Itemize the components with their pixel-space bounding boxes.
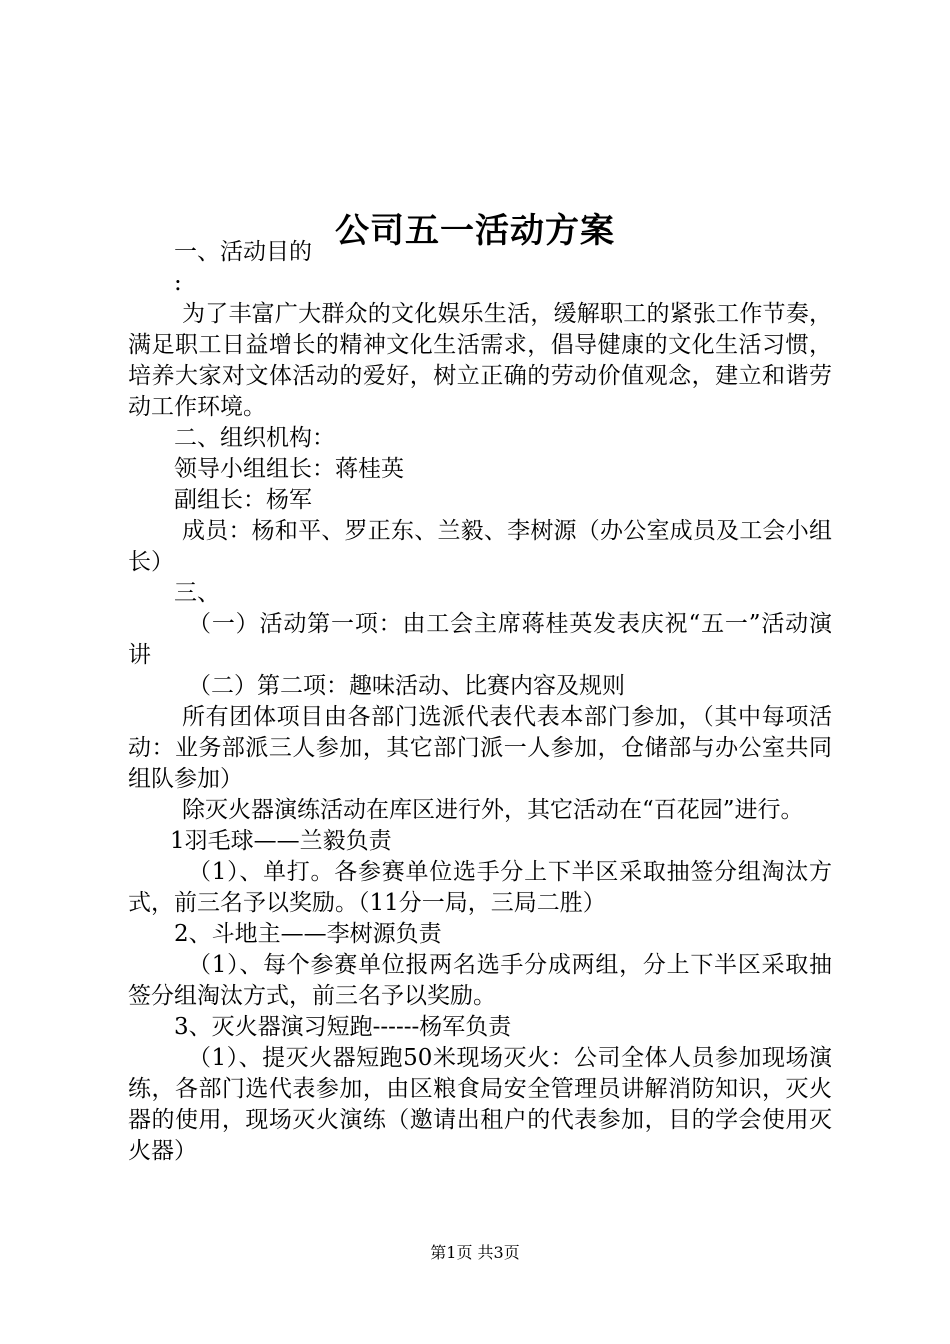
paragraph-leader: 领导小组组长：蒋桂英 — [174, 456, 404, 482]
paragraph-badminton-heading: 1羽毛球——兰毅负责 — [170, 828, 392, 854]
paragraph-venue: 除灭火器演练活动在库区进行外，其它活动在“百花园”进行。 — [182, 797, 804, 823]
section-heading-organization: 二、组织机构： — [174, 425, 335, 451]
paragraph-extinguisher-rules: （1）、提灭火器短跑50米现场灭火：公司全体人员参加现场演练，各部门选代表参加，由区粮食局安全管理员讲解消防知识，灭火器的使用，现场灭火演练（邀请出租户的代表参加，目的学会使用灭火器） — [128, 1045, 832, 1164]
document-body — [128, 237, 832, 1167]
paragraph-team-rules: 所有团体项目由各部门选派代表代表本部门参加，（其中每项活动：业务部派三人参加，其它部门派一人参加，仓储部与办公室共同组队参加） — [128, 704, 832, 792]
section-heading-purpose: 一、活动目的 — [174, 239, 312, 265]
page-footer: 第1页 共3页 — [430, 1243, 520, 1262]
paragraph-item-two: （二）第二项：趣味活动、比赛内容及规则 — [188, 673, 625, 699]
paragraph-badminton-rules: （1）、单打。各参赛单位选手分上下半区采取抽签分组淘汰方式，前三名予以奖励。（11分一局，三局二胜） — [128, 859, 832, 916]
paragraph-card-game-rules: （1）、每个参赛单位报两名选手分成两组，分上下半区采取抽签分组淘汰方式，前三名予以奖励。 — [128, 952, 832, 1009]
paragraph-purpose: 为了丰富广大群众的文化娱乐生活，缓解职工的紧张工作节奏，满足职工日益增长的精神文化生活需求，倡导健康的文化生活习惯，培养大家对文体活动的爱好，树立正确的劳动价值观念，建立和谐劳动工作环境。 — [128, 301, 832, 420]
document-title: 公司五一活动方案 — [335, 210, 615, 251]
paragraph-deputy-leader: 副组长：杨军 — [174, 487, 312, 513]
paragraph-item-one: （一）活动第一项：由工会主席蒋桂英发表庆祝“五一”活动演讲 — [128, 611, 832, 668]
section-heading-three: 三、 — [174, 580, 220, 606]
paragraph-members: 成员：杨和平、罗正东、兰毅、李树源（办公室成员及工会小组长） — [128, 518, 832, 575]
paragraph-extinguisher-heading: 3、灭火器演习短跑------杨军负责 — [174, 1014, 512, 1040]
paragraph-card-game-heading: 2、斗地主——李树源负责 — [174, 921, 442, 947]
colon-line: : — [174, 270, 182, 296]
